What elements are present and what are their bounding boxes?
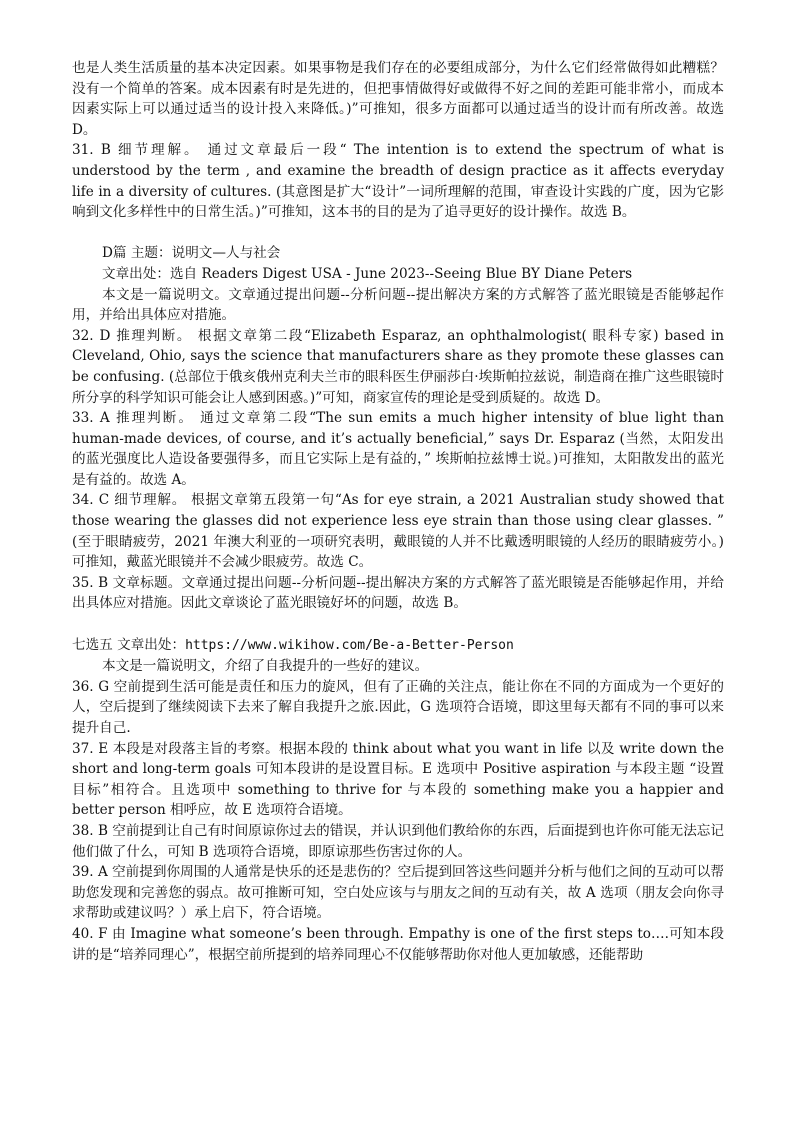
spacer (72, 614, 724, 635)
section-seven-label: 七选五 文章出处： (72, 636, 186, 653)
section-d-header: D篇 主题：说明文—人与社会 (102, 245, 281, 262)
answer-31: 31. B 细节理解。 通过文章最后一段“ The intention is to extend the spectrum of what is understood by the term , and examine the breadth of design practice as it affects everyday life in a diversity of cultures. (其意图是扩大“设计”一词所理解的范围，审查设计实践的广度，因为它影响到文化多样性中的日常生活。)”可推知，这本书的目的是为了追寻更好的设计操作。故选 B。 (72, 142, 724, 221)
paragraph-continuation: 也是人类生活质量的基本决定因素。如果事物是我们存在的必要组成部分，为什么它们经常做得如此糟糕？没有一个简单的答案。成本因素有时是先进的，但把事情做得好或做得不好之间的差距可能非常小，而成本因素实际上可以通过适当的设计投入来降低。)”可推知，很多方面都可以通过适当的设计而有所改善。故选 D。 (72, 60, 724, 138)
answer-40: 40. F 由 Imagine what someone’s been through. Empathy is one of the first steps to….可知本段讲的是“培养同理心”，根据空前所提到的培养同理心不仅能够帮助你对他人更加敏感，还能帮助 (72, 925, 724, 963)
spacer (72, 223, 724, 244)
section-seven-header (72, 635, 724, 657)
answer-32: 32. D 推理判断。 根据文章第二段“Elizabeth Esparaz, an ophthalmologist( 眼科专家) based in Cleveland, Ohio, says the science that manufacturers share as they promote these glasses can be confusing. (总部位于俄亥俄州克利夫兰市的眼科医生伊丽莎白·埃斯帕拉兹说，制造商在推广这些眼镜时所分享的科学知识可能会让人感到困惑。)”可知，商家宣传的理论是受到质疑的。故选 D。 (72, 327, 724, 406)
source-url: https://www.wikihow.com/Be-a-Better-Person (185, 637, 514, 653)
answer-35: 35. B 文章标题。文章通过提出问题--分析问题--提出解决方案的方式解答了蓝光眼镜是否能够起作用，并给出具体应对措施。因此文章谈论了蓝光眼镜好坏的问题，故选 B。 (72, 574, 724, 612)
answer-34: 34. C 细节理解。 根据文章第五段第一句“As for eye strain, a 2021 Australian study showed that those wearing the glasses did not experience less eye strain than those using clear glasses. ” (至于眼睛疲劳，2021 年澳大利亚的一项研究表明，戴眼镜的人并不比戴透明眼镜的人经历的眼睛疲劳小。)可推知，戴蓝光眼镜并不会减少眼疲劳。故选 C。 (72, 492, 724, 571)
answer-36: 36. G 空前提到生活可能是责任和压力的旋风，但有了正确的关注点，能让你在不同的方面成为一个更好的人，空后提到了继续阅读下去来了解自我提升之旅.因此，G 选项符合语境，即这里每天都有不同的事可以来提升自己. (72, 678, 724, 736)
answer-33: 33. A 推理判断。 通过文章第二段“The sun emits a much higher intensity of blue light than human-made devices, of course, and it’s actually beneficial,” says Dr. Esparaz (当然，太阳发出的蓝光强度比人造设备要强得多，而且它实际上是有益的，” 埃斯帕拉兹博士说。)可推知，太阳散发出的蓝光是有益的。故选 A。 (72, 410, 724, 488)
document-page (72, 58, 724, 965)
section-d-intro: 本文是一篇说明文。文章通过提出问题--分析问题--提出解决方案的方式解答了蓝光眼镜是否能够起作用，并给出具体应对措施。 (72, 286, 724, 324)
answer-39: 39. A 空前提到你周围的人通常是快乐的还是悲伤的？空后提到回答这些问题并分析与他们之间的互动可以帮助您发现和完善您的弱点。故可推断可知，空白处应该与与朋友之间的互动有关，故 A 选项（朋友会向你寻求帮助或建议吗？）承上启下，符合语境。 (72, 864, 724, 922)
section-d-source: 文章出处：选自 Readers Digest USA - June 2023--Seeing Blue BY Diane Peters (102, 265, 633, 282)
answer-37: 37. E 本段是对段落主旨的考察。根据本段的 think about what you want in life 以及 write down the short and long-term goals 可知本段讲的是设置目标。E 选项中 Positive aspiration 与本段主题 “设置目标”相符合。且选项中 something to thrive for 与本段的 something make you a happier and better person 相呼应，故 E 选项符合语境。 (72, 740, 724, 819)
answer-38: 38. B 空前提到让自己有时间原谅你过去的错误，并认识到他们教给你的东西，后面提到也许你可能无法忘记他们做了什么，可知 B 选项符合语境，即原谅那些伤害过你的人。 (72, 822, 724, 860)
section-seven-intro: 本文是一篇说明文，介绍了自我提升的一些好的建议。 (102, 658, 429, 675)
